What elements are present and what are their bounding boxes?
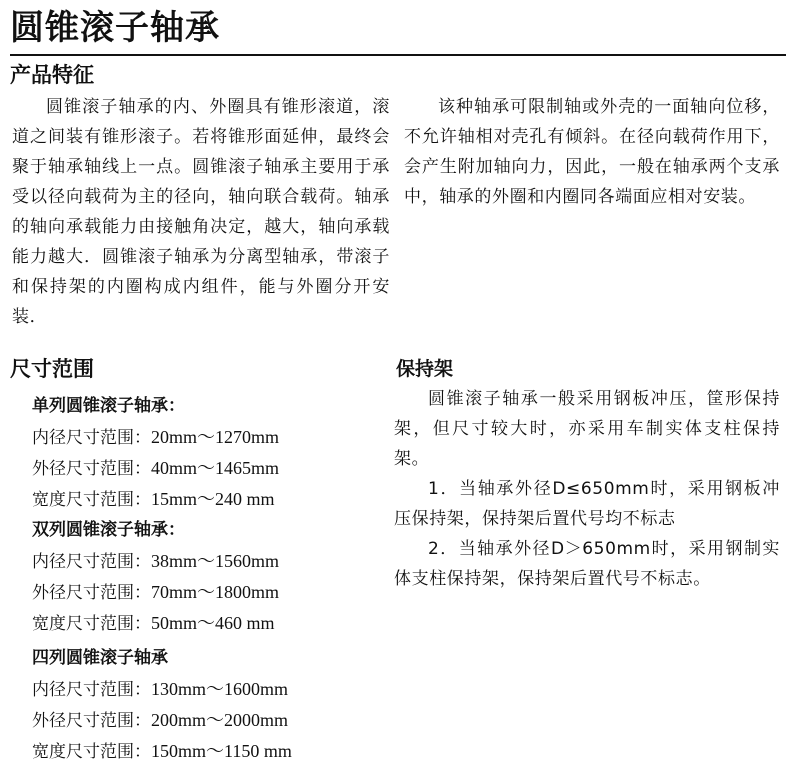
cage-item-2: 2．当轴承外径D＞650mm时，采用钢制实体支柱保持架，保持架后置代号不标志。	[394, 539, 780, 589]
size-value: 150mm～1150 mm	[151, 741, 292, 761]
size-label: 内径尺寸范围：	[32, 552, 151, 572]
title-block	[10, 4, 786, 56]
size-row	[32, 674, 288, 705]
size-label: 内径尺寸范围：	[32, 680, 151, 700]
sizes-heading: 尺寸范围	[10, 357, 94, 381]
group-double-row-title: 双列圆锥滚子轴承：	[32, 520, 185, 540]
size-value: 130mm～1600mm	[151, 679, 289, 699]
size-value: 15mm～240 mm	[151, 489, 275, 509]
size-row	[32, 705, 288, 736]
features-heading: 产品特征	[10, 63, 94, 87]
size-label: 内径尺寸范围：	[32, 428, 151, 448]
page-title: 圆锥滚子轴承	[10, 8, 220, 48]
size-label: 外径尺寸范围：	[32, 711, 151, 731]
size-row	[32, 453, 279, 484]
size-label: 宽度尺寸范围：	[32, 490, 151, 510]
size-value: 40mm～1465mm	[151, 458, 280, 478]
size-value: 70mm～1800mm	[151, 582, 280, 602]
size-row	[32, 484, 275, 515]
title-divider	[10, 54, 786, 56]
cage-heading: 保持架	[396, 358, 454, 380]
size-row	[32, 608, 275, 639]
group-single-row-title: 单列圆锥滚子轴承：	[32, 396, 185, 416]
size-value: 200mm～2000mm	[151, 710, 289, 730]
cage-item-1: 1．当轴承外径D≤650mm时，采用钢板冲压保持架，保持架后置代号均不标志	[394, 479, 780, 529]
size-label: 宽度尺寸范围：	[32, 614, 151, 634]
features-paragraph-right	[404, 92, 780, 212]
size-label: 外径尺寸范围：	[32, 583, 151, 603]
features-paragraph-left	[12, 92, 390, 332]
size-value: 50mm～460 mm	[151, 613, 275, 633]
group-four-row-title: 四列圆锥滚子轴承	[32, 648, 168, 668]
size-label: 外径尺寸范围：	[32, 459, 151, 479]
size-row	[32, 577, 279, 608]
size-row	[32, 546, 279, 577]
size-value: 20mm～1270mm	[151, 427, 280, 447]
size-row	[32, 736, 292, 767]
size-label: 宽度尺寸范围：	[32, 742, 151, 762]
cage-paragraph	[394, 384, 780, 594]
features-text-left: 圆锥滚子轴承的内、外圈具有锥形滚道，滚道之间装有锥形滚子。若将锥形面延伸，最终会聚于轴承轴线上一点。圆锥滚子轴承主要用于承受以径向载荷为主的径向，轴向联合载荷。轴承的轴向承载能力由接触角决定，越大，轴向承载能力越大．圆锥滚子轴承为分离型轴承，带滚子和保持架的内圈构成内组件，能与外圈分开安装．	[12, 97, 390, 327]
size-value: 38mm～1560mm	[151, 551, 280, 571]
features-text-right: 该种轴承可限制轴或外壳的一面轴向位移，不允许轴相对壳孔有倾斜。在径向载荷作用下，会产生附加轴向力，因此，一般在轴承两个支承中，轴承的外圈和内圈同各端面应相对安装。	[404, 97, 780, 207]
size-row	[32, 422, 279, 453]
cage-intro: 圆锥滚子轴承一般采用钢板冲压，筐形保持架，但尺寸较大时，亦采用车制实体支柱保持架。	[394, 389, 780, 469]
